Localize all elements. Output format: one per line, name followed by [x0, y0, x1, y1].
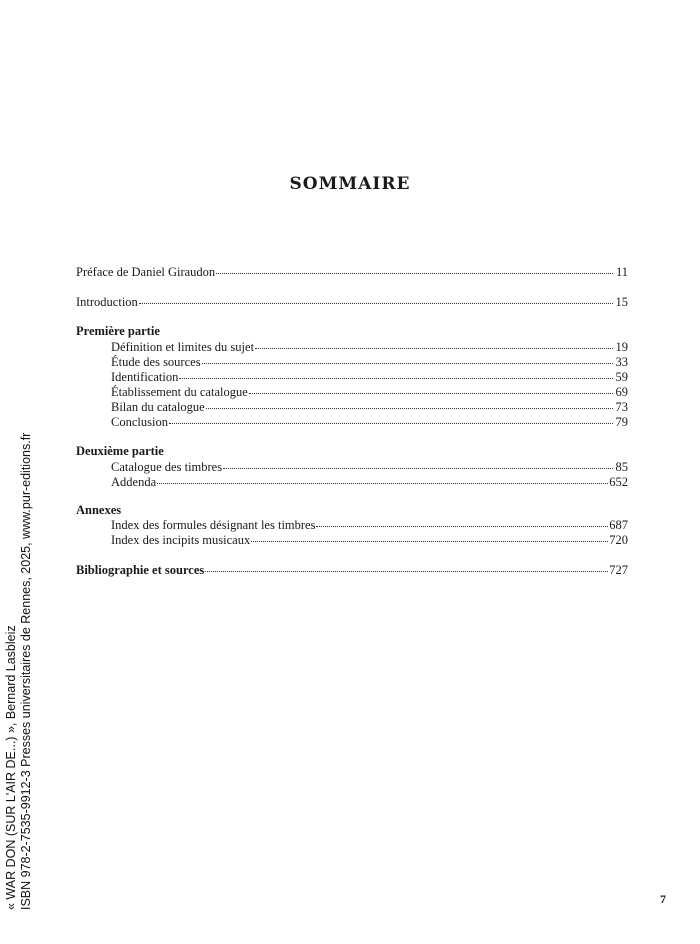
toc-entry-page: 652: [609, 475, 628, 489]
dot-leader: [202, 353, 613, 364]
dot-leader: [316, 516, 608, 527]
toc-entry-page: 687: [609, 518, 628, 532]
toc-entry-label: Addenda: [111, 475, 157, 489]
toc-entry-label: Bilan du catalogue: [111, 400, 205, 414]
dot-leader: [206, 398, 613, 409]
dot-leader: [205, 561, 608, 572]
toc-entry-label: Préface de Daniel Giraudon: [76, 265, 216, 279]
toc-entry-page: 727: [609, 563, 628, 577]
toc-entry[interactable]: [111, 400, 628, 414]
toc-entry-label: Bibliographie et sources: [76, 563, 205, 577]
toc-entry-page: 11: [615, 265, 628, 279]
toc-entry-bibliography[interactable]: [76, 563, 628, 577]
sidebar-line-title: « WAR DON (SUR L'AIR DE...) », Bernard Lasbleiz: [4, 625, 18, 910]
toc-entry-page: 73: [615, 400, 628, 414]
section-heading-annexes: Annexes: [76, 503, 122, 517]
toc-entry-label: Introduction: [76, 295, 138, 309]
dot-leader: [249, 383, 613, 394]
page-title: SOMMAIRE: [289, 174, 411, 194]
page-number: 7: [660, 892, 666, 906]
toc-entry-label: Index des formules désignant les timbres: [111, 518, 316, 532]
toc-entry-page: 720: [609, 533, 628, 547]
toc-entry-page: 69: [615, 385, 628, 399]
toc-entry-page: 33: [615, 355, 628, 369]
toc-entry[interactable]: [111, 340, 628, 354]
toc-entry[interactable]: [111, 460, 628, 474]
dot-leader: [157, 473, 608, 484]
toc-entry[interactable]: [111, 385, 628, 399]
dot-leader: [179, 368, 613, 379]
toc-entry-label: Établissement du catalogue: [111, 385, 248, 399]
toc-entry[interactable]: [111, 370, 628, 384]
sidebar-line-isbn: ISBN 978-2-7535-9912-3 Presses universitaires de Rennes, 2025, www.pur-editions.fr: [19, 432, 33, 910]
toc-entry[interactable]: [111, 355, 628, 369]
toc-entry-page: 15: [615, 295, 628, 309]
dot-leader: [251, 531, 608, 542]
toc-entry-preface[interactable]: [76, 265, 628, 279]
toc-entry[interactable]: [111, 415, 628, 429]
section-heading-part2: Deuxième partie: [76, 444, 164, 458]
toc-entry-label: Étude des sources: [111, 355, 201, 369]
toc-entry[interactable]: [111, 475, 628, 489]
toc-entry-introduction[interactable]: [76, 295, 628, 309]
dot-leader: [169, 413, 613, 424]
toc-entry-label: Catalogue des timbres: [111, 460, 223, 474]
toc-entry-page: 79: [615, 415, 628, 429]
toc-entry-label: Index des incipits musicaux: [111, 533, 251, 547]
toc-entry[interactable]: [111, 518, 628, 532]
section-heading-part1: Première partie: [76, 324, 160, 338]
toc-entry-page: 85: [615, 460, 628, 474]
toc-entry-label: Définition et limites du sujet: [111, 340, 255, 354]
dot-leader: [216, 263, 613, 274]
copyright-sidebar: [4, 433, 34, 910]
toc-entry-page: 59: [615, 370, 628, 384]
dot-leader: [223, 458, 613, 469]
toc-entry-label: Conclusion: [111, 415, 168, 429]
toc-entry-page: 19: [615, 340, 628, 354]
dot-leader: [139, 293, 613, 304]
toc-entry-label: Identification: [111, 370, 179, 384]
dot-leader: [255, 338, 613, 349]
toc-entry[interactable]: [111, 533, 628, 547]
